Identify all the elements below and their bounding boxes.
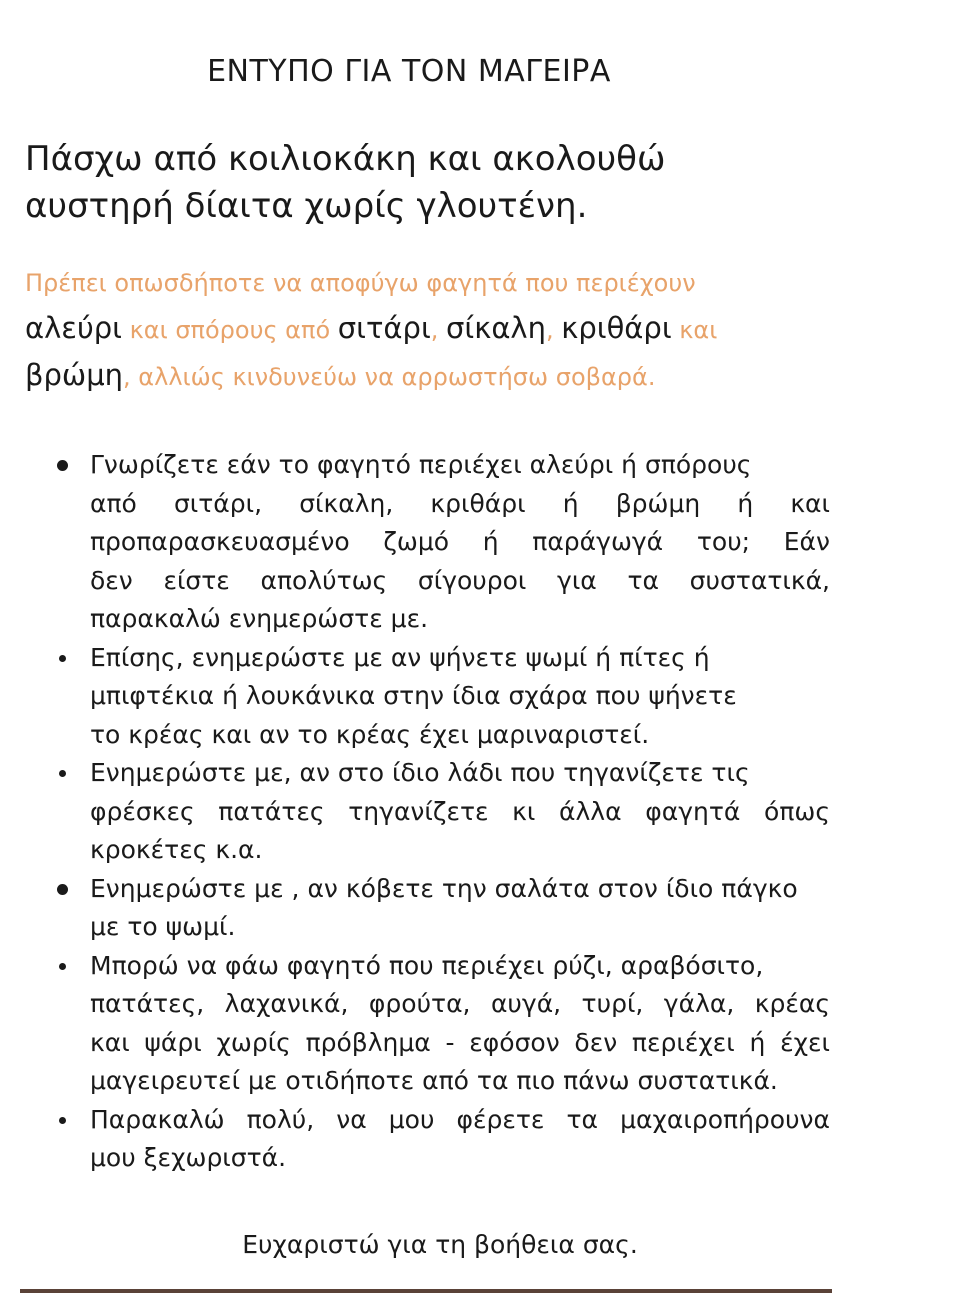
intro-line-2: αυστηρή δίαιτα χωρίς γλουτένη. <box>25 186 588 226</box>
request-list <box>0 446 900 1178</box>
list-item-line: το κρέας και αν το κρέας έχει μαριναριστεί. <box>90 719 650 749</box>
keyword-barley: κριθάρι <box>561 311 672 345</box>
document-title: ΕΝΤΥΠΟ ΓΙΑ ΤΟΝ ΜΑΓΕΙΡΑ <box>207 54 611 89</box>
list-item-line: και ψάρι χωρίς πρόβλημα - εφόσον δεν περιέχει ή έχει <box>90 1027 830 1057</box>
warning-comma: , <box>545 316 562 344</box>
intro-line-1: Πάσχω από κοιλιοκάκη και ακολουθώ <box>25 139 666 179</box>
warning-line-1 <box>25 262 945 307</box>
list-item <box>0 870 900 947</box>
list-item-line: φρέσκες πατάτες τηγανίζετε κι άλλα φαγητά όπως <box>90 796 830 826</box>
list-item-line: Ενημερώστε με , αν κόβετε την σαλάτα στον ίδιο πάγκο <box>90 873 798 903</box>
list-item <box>0 754 900 870</box>
list-item <box>0 639 900 755</box>
bullet-icon <box>59 963 66 970</box>
warning-comma: , <box>430 316 447 344</box>
list-item-line: μαγειρευτεί με οτιδήποτε από τα πιο πάνω συστατικά. <box>90 1066 778 1095</box>
list-item-line: με το ψωμί. <box>90 912 236 941</box>
keyword-rye: σίκαλη <box>446 311 546 345</box>
keyword-flour: αλεύρι <box>25 311 122 345</box>
list-item-line: πατάτες, λαχανικά, φρούτα, αυγά, τυρί, γάλα, κρέας <box>90 989 830 1018</box>
warning-text: , αλλιώς κινδυνεύω να αρρωστήσω σοβαρά. <box>123 363 656 391</box>
closing-thanks: Ευχαριστώ για τη βοήθεια σας. <box>242 1230 638 1259</box>
list-item-line: Ενημερώστε με, αν στο ίδιο λάδι που τηγανίζετε τις <box>90 758 750 787</box>
intro-statement <box>25 136 925 230</box>
bullet-icon <box>57 460 68 471</box>
warning-line-2 <box>25 307 945 354</box>
list-item-line: Γνωρίζετε εάν το φαγητό περιέχει αλεύρι ή σπόρους <box>90 450 752 479</box>
list-item-line: μου ξεχωριστά. <box>90 1143 287 1172</box>
list-item-line: δεν είστε απολύτως σίγουροι για τα συστατικά, <box>90 565 830 595</box>
list-item-line: Μπορώ να φάω φαγητό που περιέχει ρύζι, αραβόσιτο, <box>90 950 764 980</box>
warning-text: και σπόρους από <box>121 316 338 344</box>
keyword-wheat: σιτάρι <box>337 311 431 345</box>
bullet-icon <box>57 884 68 895</box>
list-item-line: παρακαλώ ενημερώστε με. <box>90 604 429 633</box>
list-item <box>0 446 900 639</box>
list-item-line: μπιφτέκια ή λουκάνικα στην ίδια σχάρα που ψήνετε <box>90 681 737 710</box>
bullet-icon <box>59 655 66 662</box>
list-item-line: από σιτάρι, σίκαλη, κριθάρι ή βρώμη ή και <box>90 488 830 518</box>
list-item-line: Επίσης, ενημερώστε με αν ψήνετε ψωμί ή πίτες ή <box>90 642 710 672</box>
list-item-line: Παρακαλώ πολύ, να μου φέρετε τα μαχαιροπήρουνα <box>90 1104 830 1134</box>
bottom-divider <box>20 1289 832 1293</box>
warning-text: και <box>671 316 718 344</box>
list-item <box>0 1101 900 1178</box>
warning-text: Πρέπει οπωσδήποτε να αποφύγω φαγητά που περιέχουν <box>25 269 696 297</box>
list-item-line: κροκέτες κ.α. <box>90 835 263 864</box>
keyword-oats: βρώμη <box>25 358 124 392</box>
bullet-icon <box>59 1117 66 1124</box>
bullet-icon <box>59 770 66 777</box>
list-item-line: προπαρασκευασμένο ζωμό ή παράγωγά του; Εάν <box>90 527 830 556</box>
list-item <box>0 947 900 1101</box>
warning-paragraph <box>25 262 945 401</box>
warning-line-3 <box>25 354 945 401</box>
